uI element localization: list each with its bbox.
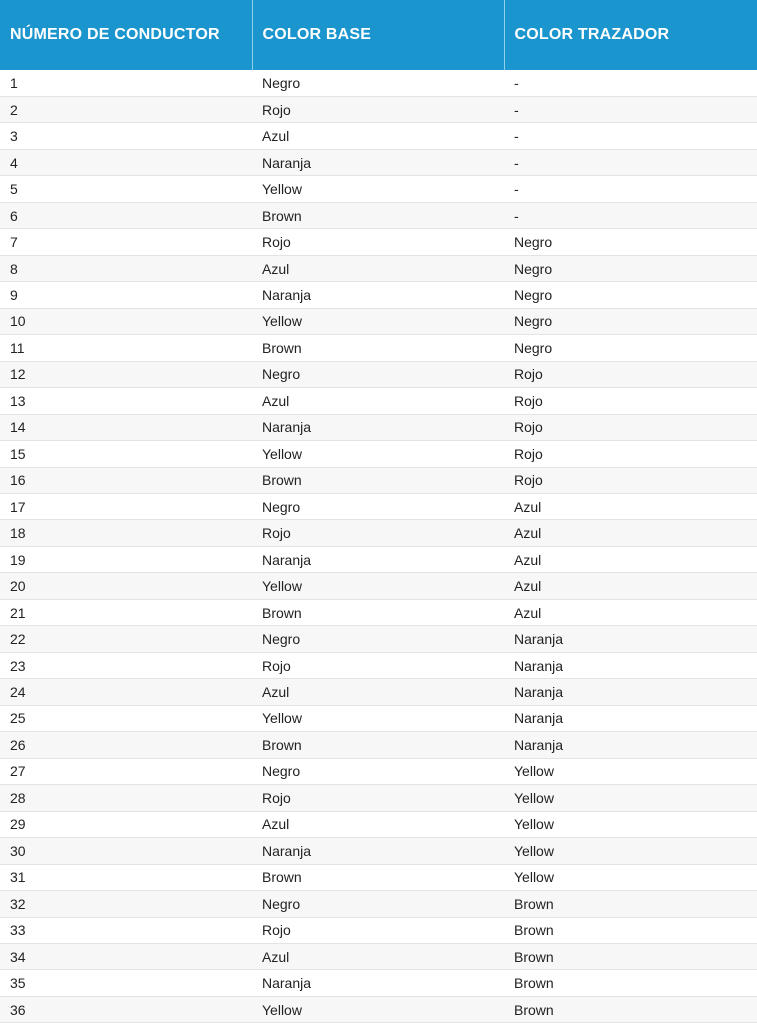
table-row [0, 785, 757, 811]
cell-base-color: Negro [252, 494, 504, 520]
cell-tracer-color: - [504, 123, 757, 149]
table-row [0, 70, 757, 96]
cell-base-color: Brown [252, 202, 504, 228]
table-row [0, 176, 757, 202]
cell-tracer-color: Rojo [504, 467, 757, 493]
cell-base-color: Naranja [252, 149, 504, 175]
cell-base-color: Azul [252, 123, 504, 149]
cell-conductor-number: 11 [0, 335, 252, 361]
cell-conductor-number: 26 [0, 732, 252, 758]
cell-tracer-color: Yellow [504, 785, 757, 811]
table-row [0, 811, 757, 837]
cell-tracer-color: Azul [504, 546, 757, 572]
cell-conductor-number: 32 [0, 891, 252, 917]
cell-conductor-number: 7 [0, 229, 252, 255]
cell-conductor-number: 24 [0, 679, 252, 705]
cell-conductor-number: 23 [0, 652, 252, 678]
cell-base-color: Rojo [252, 652, 504, 678]
cell-tracer-color: Brown [504, 970, 757, 996]
cell-base-color: Azul [252, 943, 504, 969]
table-row [0, 202, 757, 228]
cell-tracer-color: Naranja [504, 652, 757, 678]
table-row [0, 388, 757, 414]
cell-tracer-color: Yellow [504, 758, 757, 784]
cell-tracer-color: Brown [504, 891, 757, 917]
cell-conductor-number: 17 [0, 494, 252, 520]
cell-base-color: Naranja [252, 414, 504, 440]
cell-conductor-number: 33 [0, 917, 252, 943]
cell-conductor-number: 8 [0, 255, 252, 281]
cell-base-color: Negro [252, 70, 504, 96]
cell-conductor-number: 22 [0, 626, 252, 652]
cell-conductor-number: 15 [0, 441, 252, 467]
cell-base-color: Yellow [252, 996, 504, 1022]
cell-tracer-color: Azul [504, 520, 757, 546]
table-row [0, 520, 757, 546]
cell-conductor-number: 20 [0, 573, 252, 599]
cell-conductor-number: 18 [0, 520, 252, 546]
table-row [0, 282, 757, 308]
header-base-color: COLOR BASE [252, 0, 504, 70]
cell-base-color: Yellow [252, 705, 504, 731]
cell-tracer-color: Azul [504, 494, 757, 520]
cell-conductor-number: 1 [0, 70, 252, 96]
cell-base-color: Naranja [252, 282, 504, 308]
cell-conductor-number: 34 [0, 943, 252, 969]
cell-base-color: Negro [252, 758, 504, 784]
cell-base-color: Brown [252, 864, 504, 890]
cell-base-color: Naranja [252, 970, 504, 996]
cell-base-color: Azul [252, 388, 504, 414]
cell-tracer-color: Azul [504, 599, 757, 625]
header-row [0, 0, 757, 70]
cell-conductor-number: 3 [0, 123, 252, 149]
table-row [0, 96, 757, 122]
table-row [0, 652, 757, 678]
table-row [0, 732, 757, 758]
table-row [0, 573, 757, 599]
cell-tracer-color: Naranja [504, 705, 757, 731]
cell-base-color: Yellow [252, 308, 504, 334]
cell-base-color: Brown [252, 732, 504, 758]
table-row [0, 838, 757, 864]
cell-base-color: Brown [252, 467, 504, 493]
cell-tracer-color: Rojo [504, 414, 757, 440]
header-tracer-color: COLOR TRAZADOR [504, 0, 757, 70]
cell-base-color: Rojo [252, 520, 504, 546]
cell-conductor-number: 5 [0, 176, 252, 202]
table-row [0, 758, 757, 784]
table-row [0, 149, 757, 175]
cell-tracer-color: Naranja [504, 732, 757, 758]
cell-conductor-number: 36 [0, 996, 252, 1022]
cell-tracer-color: Negro [504, 282, 757, 308]
cell-base-color: Rojo [252, 785, 504, 811]
table-row [0, 494, 757, 520]
cell-conductor-number: 27 [0, 758, 252, 784]
cell-tracer-color: - [504, 176, 757, 202]
table-row [0, 970, 757, 996]
cell-base-color: Negro [252, 361, 504, 387]
table-row [0, 679, 757, 705]
cell-conductor-number: 14 [0, 414, 252, 440]
table-row [0, 626, 757, 652]
table-header [0, 0, 757, 70]
table-row [0, 414, 757, 440]
table-row [0, 255, 757, 281]
cell-conductor-number: 30 [0, 838, 252, 864]
table-row [0, 599, 757, 625]
cell-base-color: Rojo [252, 917, 504, 943]
cell-conductor-number: 9 [0, 282, 252, 308]
cell-tracer-color: Brown [504, 917, 757, 943]
cell-tracer-color: Rojo [504, 388, 757, 414]
cell-base-color: Yellow [252, 176, 504, 202]
cell-base-color: Rojo [252, 229, 504, 255]
cell-conductor-number: 25 [0, 705, 252, 731]
cell-base-color: Rojo [252, 96, 504, 122]
cell-conductor-number: 6 [0, 202, 252, 228]
cell-tracer-color: Yellow [504, 838, 757, 864]
table-row [0, 308, 757, 334]
table-row [0, 705, 757, 731]
table-body [0, 70, 757, 1023]
cell-tracer-color: - [504, 70, 757, 96]
cell-conductor-number: 21 [0, 599, 252, 625]
table-row [0, 996, 757, 1022]
cell-base-color: Naranja [252, 838, 504, 864]
cell-base-color: Azul [252, 679, 504, 705]
table-row [0, 917, 757, 943]
cell-conductor-number: 28 [0, 785, 252, 811]
cell-conductor-number: 10 [0, 308, 252, 334]
cell-base-color: Brown [252, 335, 504, 361]
cell-base-color: Brown [252, 599, 504, 625]
cell-base-color: Yellow [252, 573, 504, 599]
cell-tracer-color: Naranja [504, 679, 757, 705]
cell-base-color: Negro [252, 891, 504, 917]
table-row [0, 123, 757, 149]
table-row [0, 546, 757, 572]
table-row [0, 335, 757, 361]
cell-conductor-number: 16 [0, 467, 252, 493]
cell-tracer-color: - [504, 96, 757, 122]
cell-tracer-color: Negro [504, 335, 757, 361]
cell-conductor-number: 35 [0, 970, 252, 996]
table-row [0, 891, 757, 917]
cell-tracer-color: Yellow [504, 811, 757, 837]
cell-base-color: Azul [252, 811, 504, 837]
table-row [0, 864, 757, 890]
cell-base-color: Naranja [252, 546, 504, 572]
cell-tracer-color: - [504, 202, 757, 228]
cell-tracer-color: Brown [504, 943, 757, 969]
cell-tracer-color: Naranja [504, 626, 757, 652]
cell-tracer-color: Negro [504, 308, 757, 334]
cell-base-color: Negro [252, 626, 504, 652]
cell-base-color: Yellow [252, 441, 504, 467]
cell-conductor-number: 29 [0, 811, 252, 837]
cell-tracer-color: Rojo [504, 361, 757, 387]
table-row [0, 467, 757, 493]
cell-conductor-number: 4 [0, 149, 252, 175]
table-row [0, 361, 757, 387]
cell-tracer-color: Negro [504, 255, 757, 281]
table-row [0, 943, 757, 969]
cell-tracer-color: Brown [504, 996, 757, 1022]
table-row [0, 229, 757, 255]
cell-tracer-color: - [504, 149, 757, 175]
cell-conductor-number: 31 [0, 864, 252, 890]
cell-conductor-number: 12 [0, 361, 252, 387]
cell-conductor-number: 19 [0, 546, 252, 572]
cell-tracer-color: Rojo [504, 441, 757, 467]
cell-tracer-color: Azul [504, 573, 757, 599]
cell-tracer-color: Negro [504, 229, 757, 255]
cell-conductor-number: 13 [0, 388, 252, 414]
cell-conductor-number: 2 [0, 96, 252, 122]
table-row [0, 441, 757, 467]
cell-tracer-color: Yellow [504, 864, 757, 890]
header-conductor-number: NÚMERO DE CONDUCTOR [0, 0, 252, 70]
cell-base-color: Azul [252, 255, 504, 281]
